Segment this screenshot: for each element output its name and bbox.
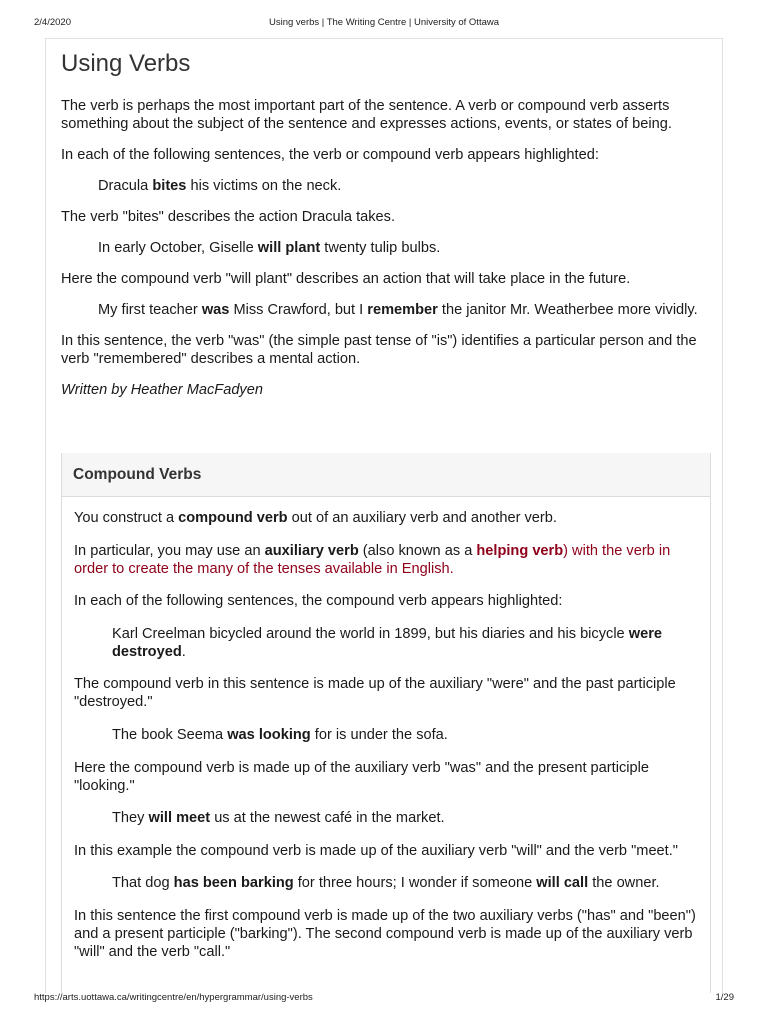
example-text: My first teacher (98, 302, 202, 318)
example-text: for is under the sofa. (310, 726, 448, 743)
example-sentence (61, 301, 711, 319)
print-url[interactable]: https://arts.uottawa.ca/writingcentre/en/hypergrammar/using-verbs (34, 992, 313, 1003)
example-text: Miss Crawford, but I (229, 302, 368, 318)
example-sentence (74, 625, 698, 661)
highlighted-verb: bites (152, 178, 187, 194)
print-page-title: Using verbs | The Writing Centre | University of Ottawa (268, 17, 500, 28)
highlighted-verb: will call (536, 875, 589, 892)
highlighted-verb: were destroyed (112, 625, 662, 660)
article-content (61, 39, 711, 399)
explanation-paragraph: In this example the compound verb is made up of the auxiliary verb "will" and the verb "meet." (74, 842, 678, 859)
author-credit: Written by Heather MacFadyen (61, 382, 263, 398)
panel-paragraph (74, 509, 698, 527)
explanation-paragraph: Here the compound verb "will plant" describes an action that will take place in the future. (61, 271, 631, 287)
example-text: us at the newest café in the market. (210, 810, 445, 827)
highlighted-verb: will plant (257, 240, 321, 256)
compound-verbs-panel (61, 453, 711, 993)
example-text: That dog (112, 875, 174, 892)
print-header (34, 17, 734, 31)
example-text: In early October, Giselle (98, 240, 258, 256)
helping-verb-link[interactable]: helping verb (476, 542, 564, 559)
example-sentence (61, 239, 711, 257)
highlighted-verb: remember (367, 302, 438, 318)
intro-paragraph: The verb is perhaps the most important part of the sentence. A verb or compound verb asserts something about the subject of the sentence and expresses actions, events, or states of being. (61, 98, 672, 132)
highlighted-verb: will meet (148, 810, 211, 827)
example-text: Karl Creelman bicycled around the world in 1899, but his diaries and his bicycle (112, 625, 629, 642)
explanation-paragraph: In this sentence the first compound verb is made up of the two auxiliary verbs ("has" and "been") and a present participle ("barking"). The second compound verb is made up of the auxiliary verb "will" and the verb "call." (74, 907, 696, 960)
print-date: 2/4/2020 (34, 17, 71, 28)
explanation-paragraph: The compound verb in this sentence is made up of the auxiliary "were" and the past participle "destroyed." (74, 676, 676, 711)
red-paragraph-text: ) with the verb in order to create the many of the tenses available in English. (74, 542, 671, 577)
page-title: Using Verbs (61, 50, 191, 77)
example-text: the owner. (588, 875, 660, 892)
example-text: The book Seema (112, 726, 228, 743)
print-footer (34, 992, 734, 1006)
example-text: Dracula (98, 178, 153, 194)
example-text: his victims on the neck. (186, 178, 342, 194)
explanation-paragraph: Here the compound verb is made up of the auxiliary verb "was" and the present participle "looking." (74, 759, 649, 794)
example-text: twenty tulip bulbs. (320, 240, 441, 256)
panel-paragraph (74, 542, 698, 578)
lead-paragraph: In each of the following sentences, the verb or compound verb appears highlighted: (61, 147, 599, 163)
explanation-paragraph: The verb "bites" describes the action Dracula takes. (61, 209, 396, 225)
example-sentence (74, 726, 698, 744)
panel-paragraph: In each of the following sentences, the compound verb appears highlighted: (74, 593, 563, 610)
panel-heading[interactable]: Compound Verbs (62, 453, 710, 497)
explanation-paragraph: In this sentence, the verb "was" (the simple past tense of "is") identifies a particular person and the verb "remembered" describes a mental action. (61, 333, 697, 367)
paragraph-text: (also known as a (358, 542, 477, 559)
example-sentence (74, 874, 698, 892)
highlighted-verb: was (201, 302, 230, 318)
example-sentence (74, 809, 698, 827)
bold-term: compound verb (178, 510, 288, 526)
paragraph-text: out of an auxiliary verb and another verb. (287, 510, 557, 526)
page-number: 1/29 (715, 992, 734, 1003)
highlighted-verb: was looking (227, 726, 311, 743)
example-sentence (61, 177, 711, 195)
example-text: . (181, 643, 186, 660)
page-frame (45, 38, 723, 993)
example-text: for three hours; I wonder if someone (293, 875, 537, 892)
paragraph-text: You construct a (74, 510, 179, 526)
paragraph-text: In particular, you may use an (74, 542, 265, 559)
panel-body (62, 509, 710, 961)
bold-term: auxiliary verb (264, 542, 359, 559)
highlighted-verb: has been barking (173, 875, 294, 892)
example-text: They (112, 810, 149, 827)
example-text: the janitor Mr. Weatherbee more vividly. (437, 302, 698, 318)
